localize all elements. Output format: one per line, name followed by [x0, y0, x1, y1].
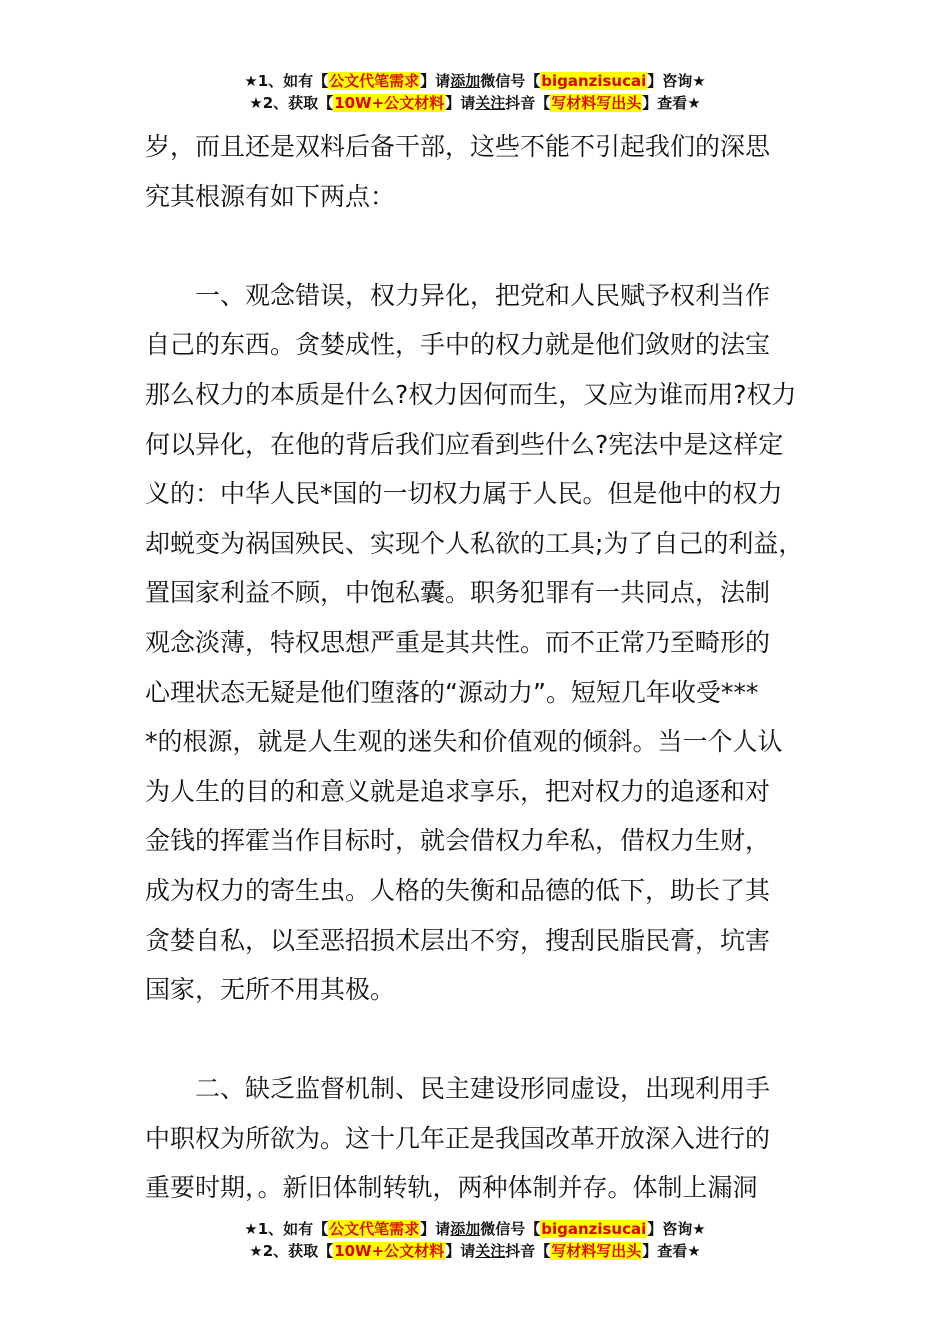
body-line: 金钱的挥霍当作目标时，就会借权力牟私，借权力生财，: [145, 826, 771, 856]
highlight-wechat-id: biganzisucai: [541, 72, 647, 90]
body-line: 却蜕变为祸国殃民、实现个人私欲的工具;为了自己的利益，: [145, 528, 804, 558]
body-line: 国家，无所不用其极。: [145, 975, 396, 1005]
body-line: 重要时期，。新旧体制转轨，两种体制并存。体制上漏洞: [145, 1173, 758, 1203]
body-line: 那么权力的本质是什么?权力因何而生，又应为谁而用?权力: [145, 379, 797, 409]
body-line: 岁，而且还是双料后备干部，这些不能不引起我们的深思: [145, 132, 771, 161]
body-line: 何以异化，在他的背后我们应看到些什么?宪法中是这样定: [145, 429, 784, 459]
highlight-douyin: 写材料写出头: [551, 94, 642, 112]
body-line: 二、缺乏监督机制、民主建设形同虚设，出现利用手: [145, 1074, 771, 1104]
banner-line-1: ★1、如有【公文代笔需求】请添加微信号【biganzisucai】咨询★: [244, 72, 706, 90]
body-line: 观念淡薄，特权思想严重是其共性。而不正常乃至畸形的: [145, 627, 771, 657]
banner-line-2: ★2、获取【10W+公文材料】请关注抖音【写材料写出头】查看★: [249, 1242, 701, 1260]
highlight-materials: 10W+公文材料: [334, 1242, 445, 1260]
highlight-douyin: 写材料写出头: [551, 1242, 642, 1260]
footer-banner: [0, 1218, 950, 1262]
paragraph-gap: [145, 221, 825, 271]
header-banner: [0, 70, 950, 114]
body-line: 义的：中华人民*国的一切权力属于人民。但是他中的权力: [145, 479, 783, 509]
body-line: *的根源，就是人生观的迷失和价值观的倾斜。当一个人认: [145, 727, 783, 757]
document-body: [145, 122, 825, 1213]
highlight-wechat-id: biganzisucai: [541, 1220, 647, 1238]
body-line: 心理状态无疑是他们堕落的“源动力”。短短几年收受***: [145, 677, 759, 707]
highlight-service: 公文代笔需求: [329, 72, 420, 90]
body-line: 成为权力的寄生虫。人格的失衡和品德的低下，助长了其: [145, 875, 771, 905]
highlight-service: 公文代笔需求: [329, 1220, 420, 1238]
body-line: 贪婪自私，以至恶招损术层出不穷，搜刮民脂民膏，坑害: [145, 925, 771, 955]
body-line: 究其根源有如下两点：: [145, 181, 396, 211]
body-line: 置国家利益不顾，中饱私囊。职务犯罪有一共同点，法制: [145, 578, 771, 608]
banner-line-2: ★2、获取【10W+公文材料】请关注抖音【写材料写出头】查看★: [249, 94, 701, 112]
body-line: 为人生的目的和意义就是追求享乐，把对权力的追逐和对: [145, 776, 771, 806]
body-line: 一、观念错误，权力异化，把党和人民赋予权利当作: [145, 280, 771, 310]
body-line: 自己的东西。贪婪成性，手中的权力就是他们敛财的法宝: [145, 330, 771, 360]
body-line: 中职权为所欲为。这十几年正是我国改革开放深入进行的: [145, 1123, 771, 1153]
banner-line-1: ★1、如有【公文代笔需求】请添加微信号【biganzisucai】咨询★: [244, 1220, 706, 1238]
paragraph-gap: [145, 1015, 825, 1065]
highlight-materials: 10W+公文材料: [334, 94, 445, 112]
